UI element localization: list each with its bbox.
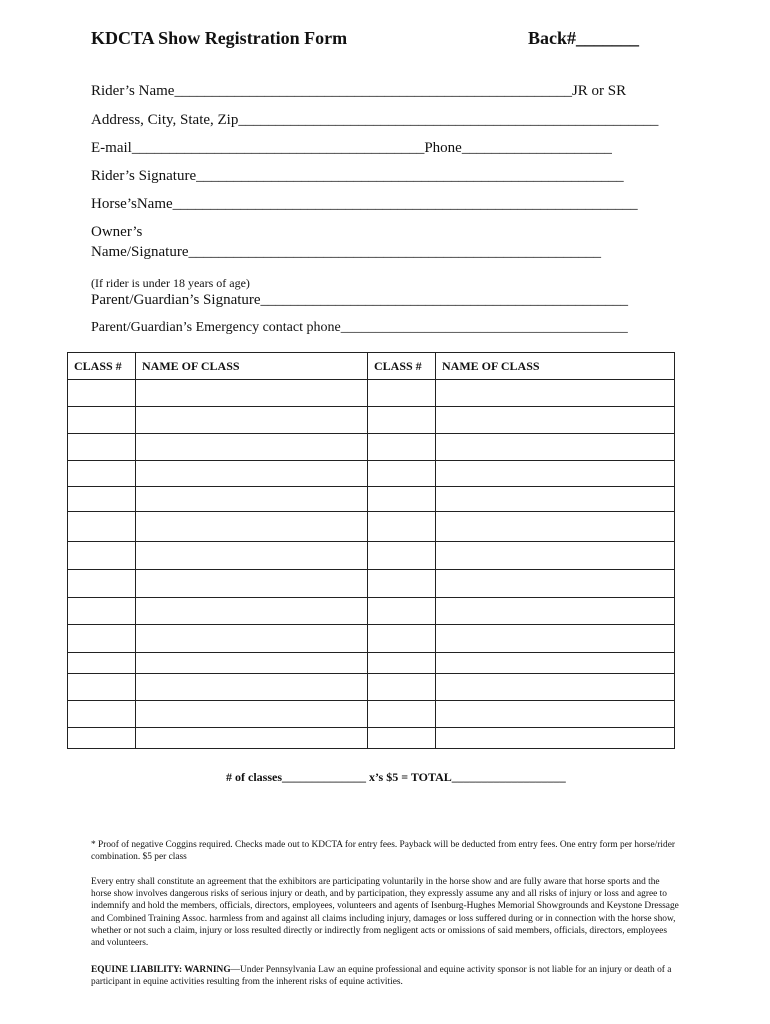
table-row — [68, 512, 675, 542]
total-line[interactable]: # of classes______________ x’s $5 = TOTAL___________________ — [226, 770, 566, 784]
class-name-cell[interactable] — [136, 407, 368, 434]
class-number-header: CLASS # — [68, 353, 136, 380]
class-name-cell[interactable] — [436, 512, 675, 542]
warning-text: —Under Pennsylvania Law an equine professional and equine activity sponsor is not liable for an injury or death of a participant in equine activities resulting from the inherent risks of equine activities. — [91, 965, 672, 988]
email-phone-field[interactable]: E-mail_______________________________________Phone____________________ — [91, 140, 612, 156]
back-number-field[interactable]: Back#_______ — [528, 28, 640, 48]
class-number-cell[interactable] — [368, 701, 436, 728]
table-row — [68, 407, 675, 434]
class-number-cell[interactable] — [368, 625, 436, 653]
class-number-cell[interactable] — [368, 380, 436, 407]
class-number-cell[interactable] — [68, 674, 136, 701]
class-name-cell[interactable] — [436, 728, 675, 749]
class-name-cell[interactable] — [436, 461, 675, 487]
owner-signature-field[interactable]: Name/Signature_______________________________________________________ — [91, 244, 601, 260]
class-number-cell[interactable] — [68, 434, 136, 461]
class-number-cell[interactable] — [68, 380, 136, 407]
class-name-cell[interactable] — [436, 487, 675, 512]
table-row — [68, 598, 675, 625]
table-row — [68, 570, 675, 598]
equine-warning — [91, 964, 681, 988]
class-name-cell[interactable] — [436, 625, 675, 653]
class-number-cell[interactable] — [68, 728, 136, 749]
warning-label: EQUINE LIABILITY: WARNING — [91, 965, 231, 975]
class-number-cell[interactable] — [68, 407, 136, 434]
class-number-cell[interactable] — [368, 542, 436, 570]
liability-agreement: Every entry shall constitute an agreement that the exhibitors are participating voluntarily in the horse show and are fully aware that horse sports and the horse show involves dangerous risks of serious injury or death, and by participation, they expressly assume any and all risks of injury or loss and agree to indemnify and hold the members, officials, directors, employees, volunteers and agents of Isenburg-Hughes Memorial Showgrounds and Keystone Dressage and Combined Training Assoc. harmless from and against all claims including injury, damages or loss suffered during or in connection with the horse show, whether or not such a claim, injury or loss resulted directly or indirectly from negligent acts or omissions of said members, officials, directors, employees and volunteers. — [91, 877, 679, 949]
class-number-cell[interactable] — [68, 570, 136, 598]
class-number-cell[interactable] — [68, 512, 136, 542]
class-name-cell[interactable] — [136, 598, 368, 625]
table-row — [68, 674, 675, 701]
class-table-body — [68, 380, 675, 749]
class-name-cell[interactable] — [436, 570, 675, 598]
minor-note: (If rider is under 18 years of age) — [91, 276, 250, 290]
class-name-cell[interactable] — [136, 728, 368, 749]
class-name-cell[interactable] — [136, 542, 368, 570]
rider-name-field[interactable]: Rider’s Name_____________________________________________________JR or SR — [91, 83, 627, 99]
table-row — [68, 487, 675, 512]
class-name-cell[interactable] — [436, 542, 675, 570]
address-field[interactable]: Address, City, State, Zip________________________________________________________ — [91, 112, 659, 128]
form-title: KDCTA Show Registration Form — [91, 28, 348, 48]
class-number-cell[interactable] — [68, 598, 136, 625]
table-row — [68, 625, 675, 653]
coggins-note: * Proof of negative Coggins required. Checks made out to KDCTA for entry fees. Payback will be deducted from entry fees. One entry form per horse/rider combination. $5 per class — [91, 840, 675, 863]
class-name-cell[interactable] — [136, 625, 368, 653]
owner-label: Owner’s — [91, 224, 143, 240]
class-name-cell[interactable] — [136, 570, 368, 598]
class-name-cell[interactable] — [136, 674, 368, 701]
class-number-cell[interactable] — [368, 674, 436, 701]
rider-signature-field[interactable]: Rider’s Signature_________________________________________________________ — [91, 168, 624, 184]
class-name-cell[interactable] — [436, 701, 675, 728]
table-row — [68, 542, 675, 570]
class-name-header: NAME OF CLASS — [436, 353, 675, 380]
class-name-cell[interactable] — [436, 407, 675, 434]
class-number-cell[interactable] — [368, 653, 436, 674]
class-name-cell[interactable] — [136, 434, 368, 461]
class-number-cell[interactable] — [368, 728, 436, 749]
class-number-cell[interactable] — [368, 598, 436, 625]
class-name-cell[interactable] — [136, 512, 368, 542]
table-row — [68, 728, 675, 749]
class-name-cell[interactable] — [436, 674, 675, 701]
class-name-cell[interactable] — [436, 434, 675, 461]
class-name-cell[interactable] — [436, 380, 675, 407]
table-row — [68, 653, 675, 674]
class-name-cell[interactable] — [136, 701, 368, 728]
class-name-cell[interactable] — [436, 653, 675, 674]
horse-name-field[interactable]: Horse’sName______________________________________________________________ — [91, 196, 638, 212]
class-table — [67, 352, 675, 749]
class-number-cell[interactable] — [368, 512, 436, 542]
class-name-header: NAME OF CLASS — [136, 353, 368, 380]
table-row — [68, 434, 675, 461]
emergency-phone-field[interactable]: Parent/Guardian’s Emergency contact phone_________________________________________ — [91, 320, 628, 335]
table-row — [68, 461, 675, 487]
parent-signature-field[interactable]: Parent/Guardian’s Signature_________________________________________________ — [91, 292, 629, 308]
table-row — [68, 701, 675, 728]
class-number-header: CLASS # — [368, 353, 436, 380]
class-name-cell[interactable] — [136, 653, 368, 674]
class-name-cell[interactable] — [136, 380, 368, 407]
class-name-cell[interactable] — [136, 487, 368, 512]
class-number-cell[interactable] — [68, 542, 136, 570]
table-row — [68, 380, 675, 407]
class-number-cell[interactable] — [68, 461, 136, 487]
class-number-cell[interactable] — [68, 487, 136, 512]
class-number-cell[interactable] — [368, 407, 436, 434]
class-number-cell[interactable] — [368, 434, 436, 461]
class-name-cell[interactable] — [136, 461, 368, 487]
class-number-cell[interactable] — [68, 625, 136, 653]
class-number-cell[interactable] — [68, 701, 136, 728]
class-number-cell[interactable] — [368, 461, 436, 487]
class-table-header — [68, 353, 675, 380]
class-name-cell[interactable] — [436, 598, 675, 625]
class-number-cell[interactable] — [368, 570, 436, 598]
class-number-cell[interactable] — [368, 487, 436, 512]
class-number-cell[interactable] — [68, 653, 136, 674]
